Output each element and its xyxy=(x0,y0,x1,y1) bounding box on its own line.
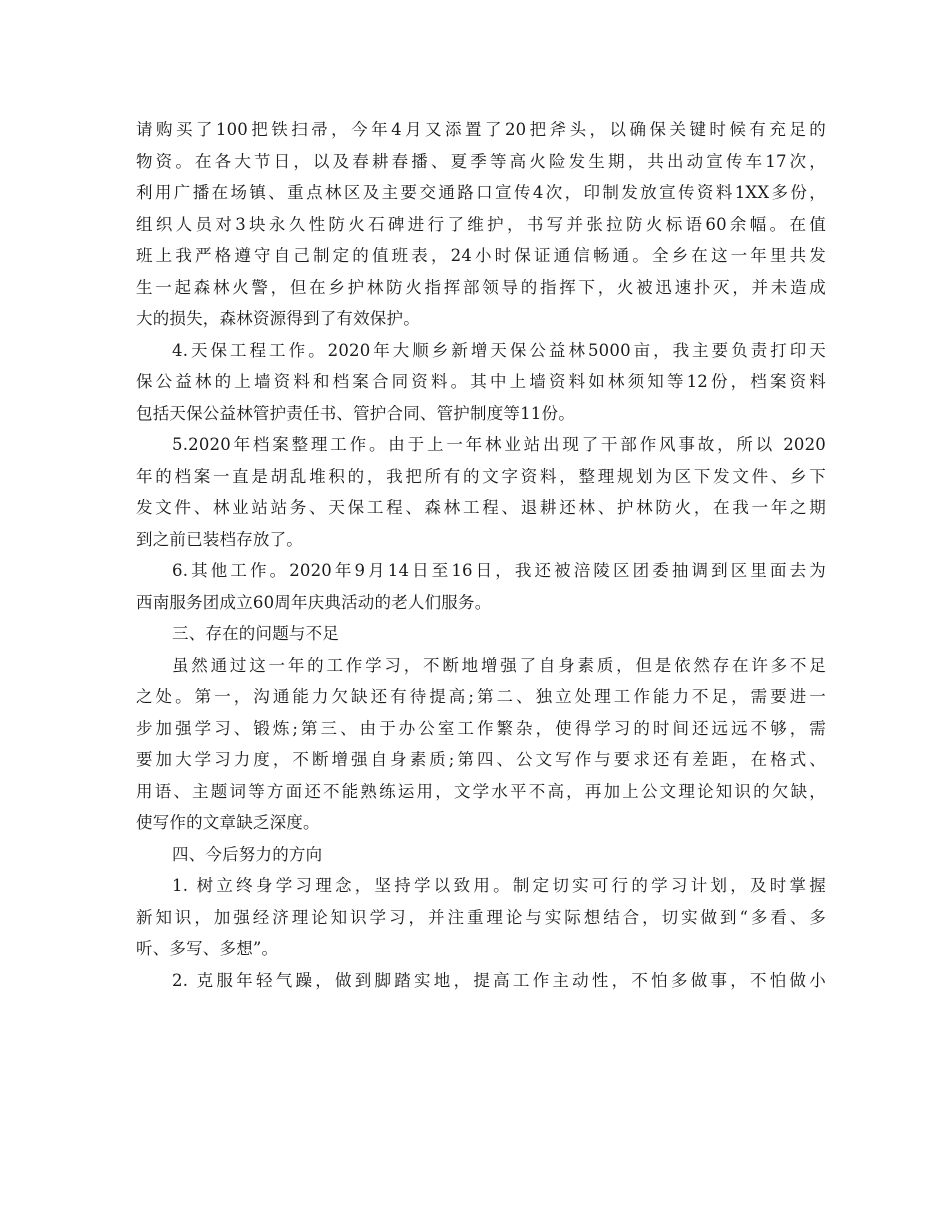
document-body xyxy=(136,114,826,996)
text-line: 三、存在的问题与不足 xyxy=(172,624,339,643)
text-line: 西南服务团成立60周年庆典活动的老人们服务。 xyxy=(136,592,492,612)
text-line: 新知识，加强经济理论知识学习，并注重理论与实际想结合，切实做到“多看、多 xyxy=(136,907,826,927)
text-line: 请购买了100把铁扫帚，今年4月又添置了20把斧头，以确保关键时候有充足的 xyxy=(136,120,826,139)
text-line: 班上我严格遵守自己制定的值班表，24小时保证通信畅通。全乡在这一年里共发 xyxy=(136,246,826,265)
text-line: 要加大学习力度，不断增强自身素质;第四、公文写作与要求还有差距，在格式、 xyxy=(136,750,826,769)
text-line: 年的档案一直是胡乱堆积的，我把所有的文字资料，整理规划为区下发文件、乡下 xyxy=(136,466,826,486)
text-line: 使写作的文章缺乏深度。 xyxy=(136,813,320,832)
text-line: 2. 克服年轻气躁，做到脚踏实地，提高工作主动性，不怕多做事，不怕做小 xyxy=(172,970,826,990)
text-line: 大的损失，森林资源得到了有效保护。 xyxy=(136,309,420,328)
text-line: 组织人员对3块永久性防火石碑进行了维护，书写并张拉防火标语60余幅。在值 xyxy=(136,214,826,234)
text-line: 步加强学习、锻炼;第三、由于办公室工作繁杂，使得学习的时间还远远不够，需 xyxy=(136,718,826,738)
text-line: 用语、主题词等方面还不能熟练运用，文学水平不高，再加上公文理论知识的欠缺， xyxy=(136,781,826,801)
text-line: 利用广播在场镇、重点林区及主要交通路口宣传4次，印制发放宣传资料1XX多份， xyxy=(136,183,826,202)
text-line: 6.其他工作。2020年9月14日至16日，我还被涪陵区团委抽调到区里面去为 xyxy=(172,561,826,580)
text-line: 四、今后努力的方向 xyxy=(172,844,323,864)
text-line: 4.天保工程工作。2020年大顺乡新增天保公益林5000亩，我主要负责打印天 xyxy=(172,340,826,360)
text-line: 到之前已装档存放了。 xyxy=(136,529,303,549)
text-line: 虽然通过这一年的工作学习，不断地增强了自身素质，但是依然存在许多不足 xyxy=(172,655,826,675)
text-line: 保公益林的上墙资料和档案合同资料。其中上墙资料如林须知等12份，档案资料 xyxy=(136,372,826,391)
text-line: 包括天保公益林管护责任书、管护合同、管护制度等11份。 xyxy=(136,403,575,423)
text-line: 1. 树立终身学习理念，坚持学以致用。制定切实可行的学习计划，及时掌握 xyxy=(172,876,826,895)
text-line: 5.2020年档案整理工作。由于上一年林业站出现了干部作风事故，所以 2020 xyxy=(172,435,826,454)
text-line: 听、多写、多想”。 xyxy=(136,939,279,958)
text-line: 物资。在各大节日，以及春耕春播、夏季等高火险发生期，共出动宣传车17次， xyxy=(136,151,826,171)
text-line: 之处。第一，沟通能力欠缺还有待提高;第二、独立处理工作能力不足，需要进一 xyxy=(136,687,826,706)
text-line: 生一起森林火警，但在乡护林防火指挥部领导的指挥下，火被迅速扑灭，并未造成 xyxy=(136,277,826,297)
text-line: 发文件、林业站站务、天保工程、森林工程、退耕还林、护林防火，在我一年之期 xyxy=(136,498,826,517)
